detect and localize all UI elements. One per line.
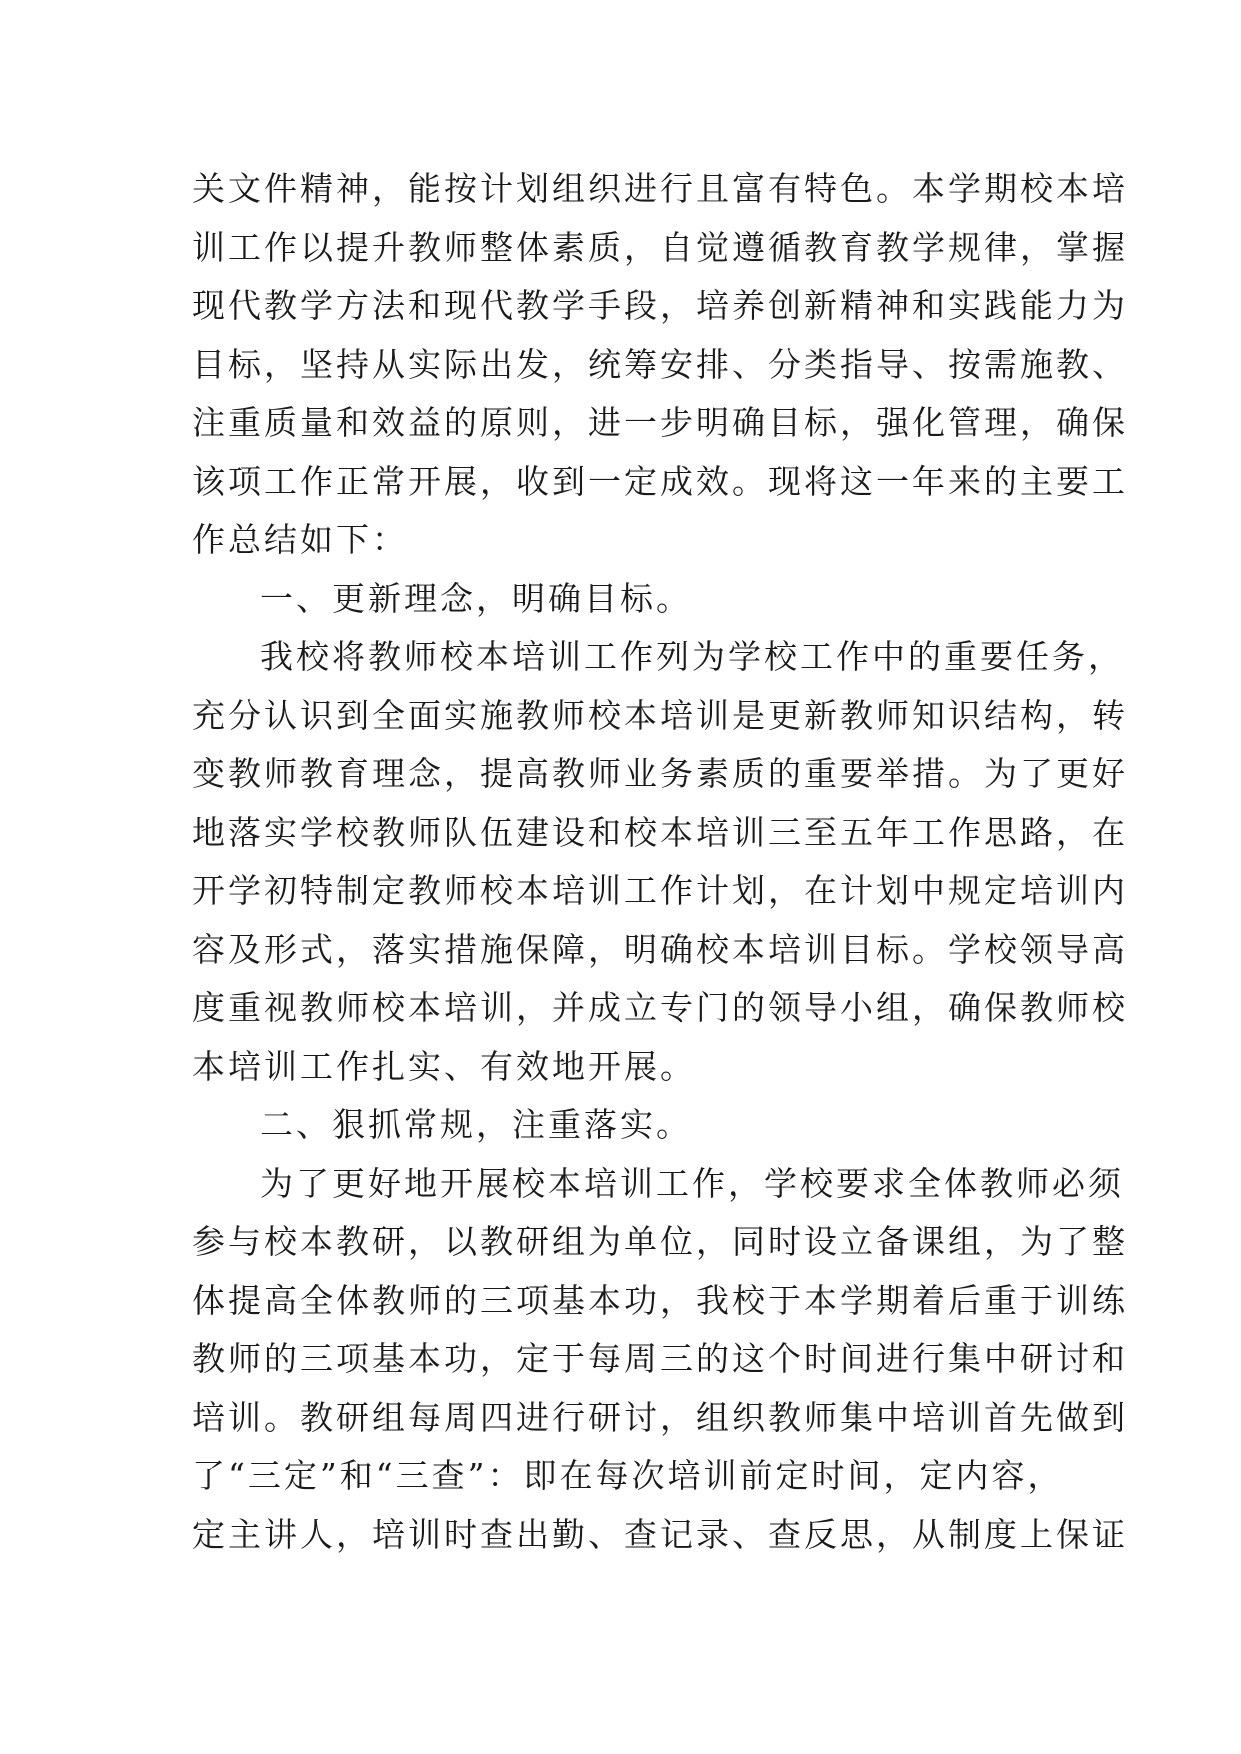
body-text (192, 160, 1128, 1564)
text-line: 参与校本教研，以教研组为单位，同时设立备课组，为了整 (192, 1222, 1128, 1261)
text-line: 充分认识到全面实施教师校本培训是更新教师知识结构，转 (192, 695, 1128, 735)
text-line: 该项工作正常开展，收到一定成效。现将这一年来的主要工 (192, 461, 1128, 501)
paragraph-start-line: 我校将教师校本培训工作列为学校工作中的重要任务， (260, 637, 1124, 676)
text-line: 本培训工作扎实、有效地开展。 (192, 1046, 696, 1086)
paragraph-start-line: 二、狠抓常规，注重落实。 (260, 1105, 692, 1144)
text-line: 开学初特制定教师校本培训工作计划，在计划中规定培训内 (192, 871, 1128, 910)
text-line: 现代教学方法和现代教学手段，培养创新精神和实践能力为 (192, 286, 1128, 325)
text-line: 定主讲人，培训时查出勤、查记录、查反思，从制度上保证 (192, 1514, 1128, 1554)
text-line: 教师的三项基本功，定于每周三的这个时间进行集中研讨和 (192, 1339, 1128, 1378)
text-line: 度重视教师校本培训，并成立专门的领导小组，确保教师校 (192, 988, 1128, 1027)
text-line: 注重质量和效益的原则，进一步明确目标，强化管理，确保 (192, 403, 1128, 442)
paragraph-start-line: 为了更好地开展校本培训工作，学校要求全体教师必须 (260, 1163, 1124, 1203)
text-line: 地落实学校教师队伍建设和校本培训三至五年工作思路，在 (192, 812, 1128, 852)
text-line: 关文件精神，能按计划组织进行且富有特色。本学期校本培 (192, 169, 1128, 208)
text-line: 变教师教育理念，提高教师业务素质的重要举措。为了更好 (192, 754, 1128, 793)
paragraph-start-line: 一、更新理念，明确目标。 (260, 578, 692, 618)
text-line: 培训。教研组每周四进行研讨，组织教师集中培训首先做到 (192, 1397, 1128, 1437)
text-line: 作总结如下： (192, 520, 408, 559)
text-line: 容及形式，落实措施保障，明确校本培训目标。学校领导高 (192, 929, 1128, 969)
text-line: 训工作以提升教师整体素质，自觉遵循教育教学规律，掌握 (192, 227, 1128, 267)
text-line: 目标，坚持从实际出发，统筹安排、分类指导、按需施教、 (192, 344, 1128, 384)
text-line: 体提高全体教师的三项基本功，我校于本学期着后重于训练 (192, 1280, 1128, 1320)
text-line: 了“三定”和“三查”：即在每次培训前定时间，定内容， (192, 1456, 1064, 1495)
